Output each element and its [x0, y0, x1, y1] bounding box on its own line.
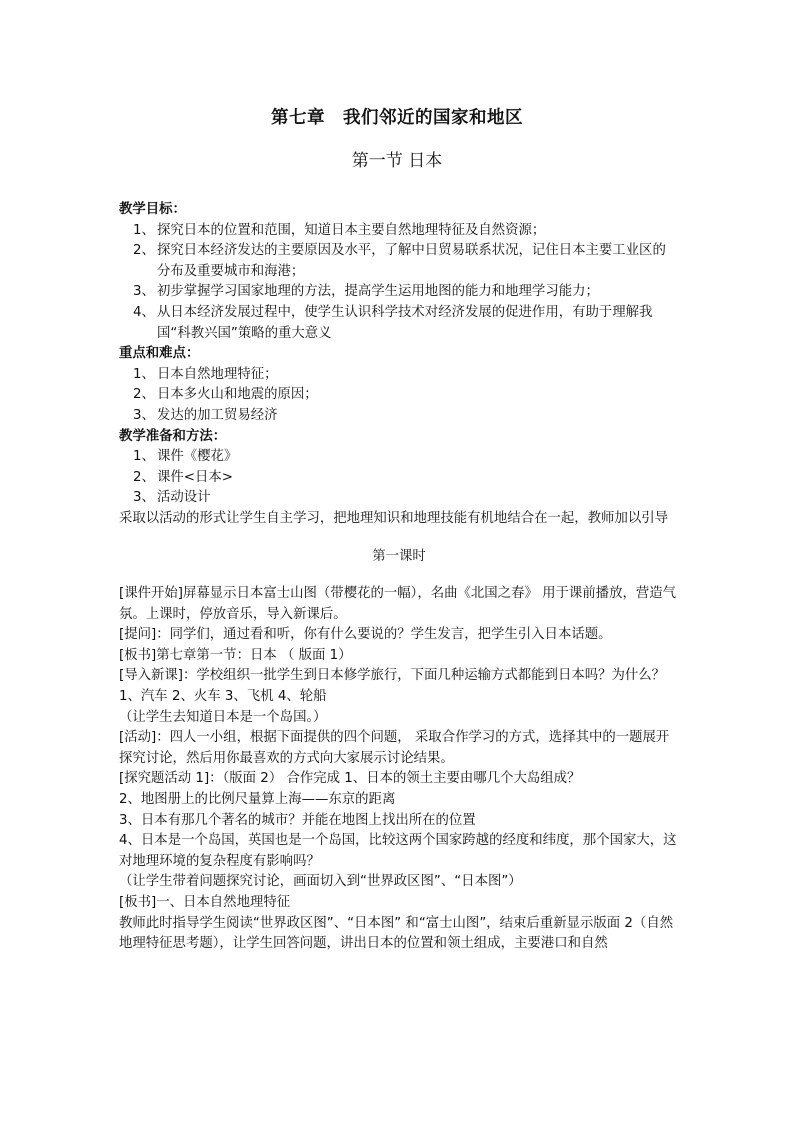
goal-item: 1、 探究日本的位置和范围，知道日本主要自然地理特征及自然资源； — [133, 222, 546, 238]
lesson-paragraph: 4、日本是一个岛国，英国也是一个岛国，比较这两个国家跨越的经度和纬度，那个国家大，这对地理环境的复杂程度有影响吗？ — [119, 833, 677, 869]
lesson-paragraph: 3、日本有那几个著名的城市？并能在地图上找出所在的位置 — [119, 812, 476, 828]
prep-heading: 教学准备和方法： — [119, 428, 227, 444]
prep-item: 2、 课件<日本> — [133, 469, 234, 485]
lesson-paragraph: [探究题活动 1]：（版面 2） 合作完成 1、日本的领土主要由哪几个大岛组成？ — [119, 771, 581, 787]
prep-item: 1、 课件《樱花》 — [133, 449, 238, 465]
lesson-paragraph: （让学生带着问题探究讨论，画面切入到“世界政区图”、“日本图”） — [119, 874, 522, 890]
goal-item: 4、 从日本经济发展过程中，使学生认识科学技术对经济发展的促进作用，有助于理解我国“科教兴国”策略的重大意义 — [133, 304, 653, 341]
key-points-heading: 重点和难点： — [119, 346, 200, 362]
lesson-paragraph: [板书]一、日本自然地理特征 — [119, 895, 291, 910]
document-body — [119, 200, 679, 955]
lesson-paragraph: 2、地图册上的比例尺量算上海——东京的距离 — [119, 792, 396, 808]
prep-item: 3、 活动设计 — [133, 490, 211, 506]
lesson-paragraph: [导入新课]：学校组织一批学生到日本修学旅行，下面几种运输方式都能到日本吗？为什么？ — [119, 668, 666, 684]
lesson-paragraph: [提问]：同学们，通过看和听，你有什么要说的？学生发言，把学生引入日本话题。 — [119, 627, 612, 643]
lesson-period-heading: 第一课时 — [372, 548, 426, 564]
section-title: 第一节 日本 — [351, 151, 443, 171]
method-note: 采取以活动的形式让学生自主学习，把地理知识和地理技能有机地结合在一起，教师加以引导 — [119, 510, 669, 526]
key-point-item: 2、 日本多火山和地震的原因； — [133, 387, 318, 403]
goal-item: 2、 探究日本经济发达的主要原因及水平，了解中日贸易联系状况，记住日本主要工业区的分布及重要城市和海港； — [133, 243, 666, 279]
chapter-title: 第七章 我们邻近的国家和地区 — [271, 108, 523, 128]
lesson-paragraph: 1、汽车 2、火车 3、飞机 4、轮船 — [119, 689, 327, 705]
lesson-paragraph: [活动]：四人一小组，根据下面提供的四个问题， 采取合作学习的方式，选择其中的一题展开探究讨论，然后用你最喜欢的方式向大家展示讨论结果。 — [119, 730, 670, 766]
goal-item: 3、 初步掌握学习国家地理的方法，提高学生运用地图的能力和地理学习能力； — [133, 284, 599, 300]
key-point-item: 3、 发达的加工贸易经济 — [133, 407, 278, 423]
goals-heading: 教学目标： — [119, 202, 186, 217]
lesson-paragraph: [板书]第七章第一节：日本 （ 版面 1） — [119, 647, 352, 663]
key-point-item: 1、 日本自然地理特征； — [133, 366, 278, 382]
lesson-paragraph: 教师此时指导学生阅读“世界政区图”、“日本图” 和“富士山图”，结束后重新显示版面 2（自然地理特征思考题），让学生回答问题，讲出日本的位置和领土组成，主要港口和自然 — [119, 915, 674, 952]
lesson-paragraph: （让学生去知道日本是一个岛国。） — [119, 709, 327, 725]
lesson-paragraph: [课件开始]屏幕显示日本富士山图（带樱花的一幅），名曲《北国之春》 用于课前播放，营造气氛。上课时，停放音乐，导入新课后。 — [119, 586, 677, 622]
